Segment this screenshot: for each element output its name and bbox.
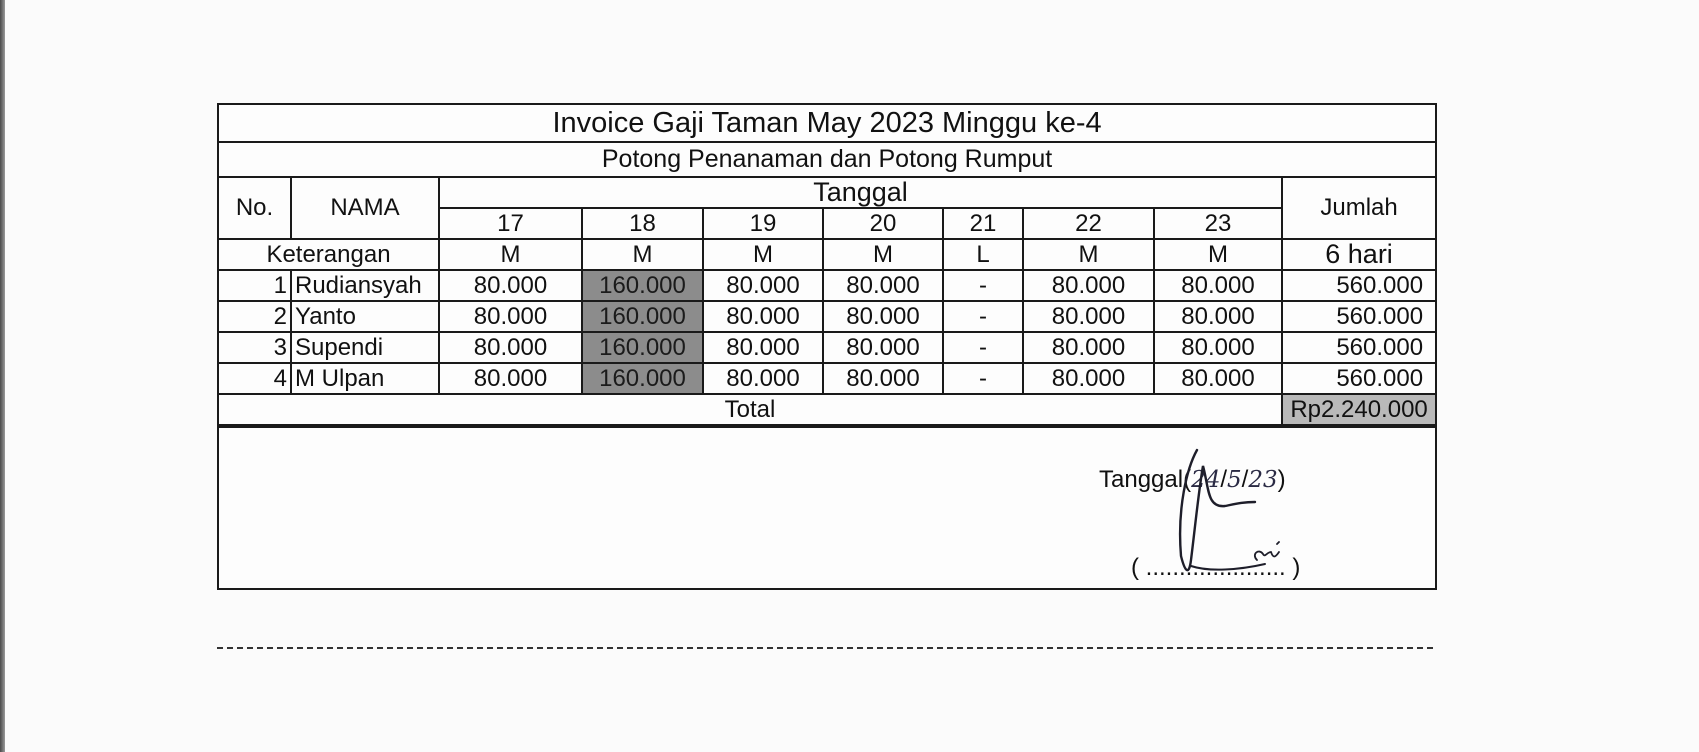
row-number: 3 bbox=[219, 332, 291, 363]
table-row bbox=[219, 332, 1435, 363]
table-row bbox=[219, 270, 1435, 301]
grand-total: Rp2.240.000 bbox=[1282, 394, 1435, 425]
handwritten-day: 24 bbox=[1191, 467, 1221, 493]
row-value: 80.000 bbox=[823, 332, 943, 363]
date-cell: 18 bbox=[582, 208, 703, 239]
header-keterangan: Keterangan bbox=[219, 239, 439, 270]
row-number: 2 bbox=[219, 301, 291, 332]
status-cell: M bbox=[1154, 239, 1282, 270]
status-cell: M bbox=[582, 239, 703, 270]
total-row bbox=[219, 394, 1435, 425]
scan-edge bbox=[0, 0, 5, 752]
status-cell: M bbox=[439, 239, 582, 270]
row-value: 80.000 bbox=[1023, 301, 1154, 332]
row-value: 80.000 bbox=[1154, 301, 1282, 332]
row-value: 80.000 bbox=[703, 301, 823, 332]
date-cell: 17 bbox=[439, 208, 582, 239]
header-no: No. bbox=[219, 177, 291, 239]
row-value: 80.000 bbox=[439, 363, 582, 394]
row-name: Yanto bbox=[291, 301, 439, 332]
status-cell: M bbox=[703, 239, 823, 270]
row-total: 560.000 bbox=[1282, 301, 1435, 332]
name-dots: ..................... bbox=[1145, 554, 1286, 581]
row-value: 80.000 bbox=[1154, 332, 1282, 363]
date-open-paren: ( bbox=[1183, 466, 1192, 493]
header-nama: NAMA bbox=[291, 177, 439, 239]
table-row bbox=[219, 301, 1435, 332]
header-jumlah: Jumlah bbox=[1282, 177, 1435, 239]
row-number: 1 bbox=[219, 270, 291, 301]
row-value: - bbox=[943, 332, 1023, 363]
handwritten-year: 23 bbox=[1248, 467, 1278, 493]
row-total: 560.000 bbox=[1282, 270, 1435, 301]
invoice-title: Invoice Gaji Taman May 2023 Minggu ke-4 bbox=[219, 105, 1435, 142]
row-total: 560.000 bbox=[1282, 363, 1435, 394]
date-separator: / bbox=[1220, 466, 1228, 493]
row-value: 80.000 bbox=[703, 332, 823, 363]
status-cell: M bbox=[823, 239, 943, 270]
row-value: 80.000 bbox=[703, 270, 823, 301]
row-value: 80.000 bbox=[1154, 363, 1282, 394]
handwritten-month: 5 bbox=[1227, 467, 1242, 493]
row-name: Rudiansyah bbox=[291, 270, 439, 301]
row-value: 80.000 bbox=[439, 301, 582, 332]
row-value: 80.000 bbox=[439, 270, 582, 301]
row-value: - bbox=[943, 301, 1023, 332]
date-cell: 23 bbox=[1154, 208, 1282, 239]
row-value-highlight: 160.000 bbox=[582, 270, 703, 301]
row-name: M Ulpan bbox=[291, 363, 439, 394]
row-value: 80.000 bbox=[439, 332, 582, 363]
keterangan-row bbox=[219, 239, 1435, 270]
signature-block bbox=[219, 426, 1435, 588]
invoice-table bbox=[219, 105, 1435, 426]
row-value: 80.000 bbox=[823, 301, 943, 332]
date-cell: 22 bbox=[1023, 208, 1154, 239]
status-cell: M bbox=[1023, 239, 1154, 270]
date-cell: 20 bbox=[823, 208, 943, 239]
row-value-highlight: 160.000 bbox=[582, 363, 703, 394]
date-cell: 19 bbox=[703, 208, 823, 239]
invoice-document bbox=[217, 103, 1437, 590]
row-value: 80.000 bbox=[1023, 270, 1154, 301]
row-total: 560.000 bbox=[1282, 332, 1435, 363]
date-separator: / bbox=[1241, 466, 1249, 493]
date-close-paren: ) bbox=[1277, 466, 1286, 493]
header-tanggal: Tanggal bbox=[439, 177, 1282, 208]
status-cell: L bbox=[943, 239, 1023, 270]
row-value: 80.000 bbox=[823, 270, 943, 301]
signature-date-label: Tanggal bbox=[1099, 466, 1184, 493]
invoice-subtitle: Potong Penanaman dan Potong Rumput bbox=[219, 142, 1435, 177]
row-value: - bbox=[943, 270, 1023, 301]
name-open-paren: ( bbox=[1131, 554, 1139, 581]
total-days: 6 hari bbox=[1282, 239, 1435, 270]
row-value: 80.000 bbox=[1154, 270, 1282, 301]
table-row bbox=[219, 363, 1435, 394]
cut-line bbox=[217, 647, 1433, 649]
row-value-highlight: 160.000 bbox=[582, 332, 703, 363]
row-value: - bbox=[943, 363, 1023, 394]
row-value-highlight: 160.000 bbox=[582, 301, 703, 332]
date-cell: 21 bbox=[943, 208, 1023, 239]
row-value: 80.000 bbox=[1023, 363, 1154, 394]
row-number: 4 bbox=[219, 363, 291, 394]
handwritten-signature bbox=[1169, 448, 1289, 588]
row-name: Supendi bbox=[291, 332, 439, 363]
name-close-paren: ) bbox=[1292, 554, 1301, 581]
row-value: 80.000 bbox=[1023, 332, 1154, 363]
row-value: 80.000 bbox=[703, 363, 823, 394]
total-label: Total bbox=[219, 394, 1282, 425]
row-value: 80.000 bbox=[823, 363, 943, 394]
